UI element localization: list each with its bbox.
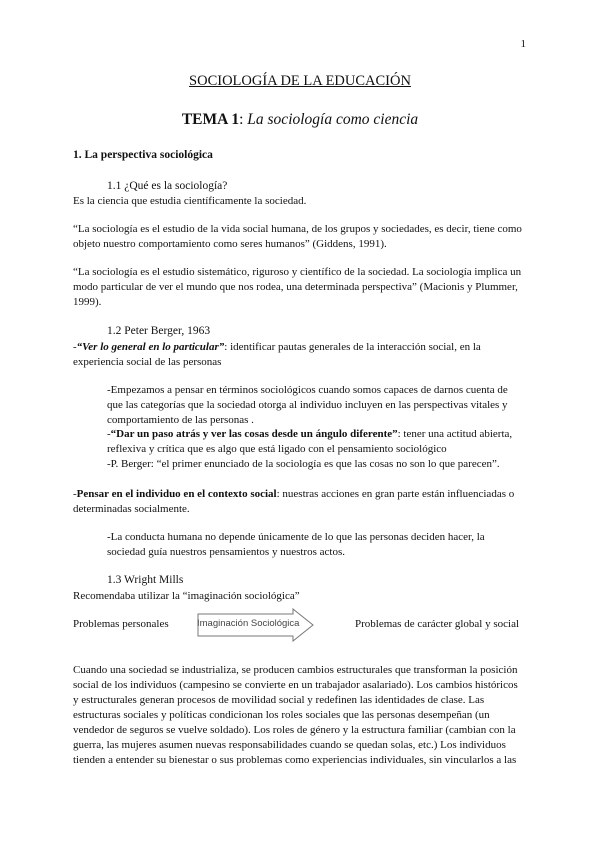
tema-heading (0, 111, 600, 129)
mills-intro: Recomendaba utilizar la “imaginación sociológica” (73, 590, 300, 602)
tema-label: TEMA 1 (181, 111, 240, 128)
paragraph-line: Cuando una sociedad se industrializa, se producen cambios estructurales que transforman la posición (73, 664, 518, 676)
paragraph-line: y estructurales generan procesos de movilidad social y redefinen las identidades de clase. Las (73, 694, 485, 706)
bullet-dash: - (73, 488, 77, 500)
document-title: SOCIOLOGÍA DE LA EDUCACIÓN (189, 73, 411, 89)
bullet-text: : identificar pautas generales de la interacción social, en la (224, 341, 481, 353)
paragraph-line: vendedor de seguros se vuelve soldado). Los roles de género y la estructura familiar (cambian con la (73, 724, 516, 736)
diagram-arrow (197, 608, 315, 642)
tema-separator: : (239, 111, 248, 128)
indented-text-line: sociedad guía nuestros pensamientos y nuestros actos. (107, 546, 345, 558)
subsection-heading-1-3: 1.3 Wright Mills (107, 574, 184, 586)
indented-text-line: -La conducta humana no depende únicamente de lo que las personas deciden hacer, la (107, 531, 485, 543)
quote-macionis-line: “La sociología es el estudio sistemático, riguroso y científico de la sociedad. La sociología implica un (73, 266, 522, 278)
definition-text: Es la ciencia que estudia científicamente la sociedad. (73, 195, 307, 207)
bullet-dash: - (107, 428, 111, 440)
subsection-heading-1-2: 1.2 Peter Berger, 1963 (107, 325, 211, 337)
subsection-heading-1-1: 1.1 ¿Qué es la sociología? (107, 180, 228, 192)
indented-text-line: -Empezamos a pensar en términos sociológicos cuando somos capaces de darnos cuenta de (107, 384, 508, 396)
indented-bullet-paso-atras (107, 427, 512, 442)
section-heading: 1. La perspectiva sociológica (73, 149, 213, 161)
paragraph-line: estructuras sociales y políticas condicionan los roles sociales que las personas desempeñan (un (73, 709, 490, 721)
diagram-right-label: Problemas de carácter global y social (355, 618, 520, 630)
indented-text-line: que las categorías que la sociedad otorga al individuo incluyen en las perspectivas vitales y (107, 399, 508, 411)
bullet-bold-text: Pensar en el individuo en el contexto social (76, 488, 277, 500)
indented-text-line: comportamiento de las personas . (107, 414, 254, 426)
page-number: 1 (520, 38, 526, 50)
paragraph-line: social de los individuos (campesino se convierte en un trabajador asalariado). Los cambios históricos (73, 679, 518, 691)
bullet-continuation: determinadas socialmente. (73, 503, 190, 515)
diagram-left-label: Problemas personales (73, 618, 169, 630)
quote-macionis-line: 1999). (73, 296, 102, 308)
indented-text-line: -P. Berger: “el primer enunciado de la sociología es que las cosas no son lo que parecen”. (107, 458, 500, 470)
bullet-bold-text: “Ver lo general en lo particular” (76, 341, 225, 353)
quote-giddens-line: objeto nuestro comportamiento como seres humanos” (Giddens, 1991). (73, 238, 387, 250)
indented-text-line: reflexiva y crítica que es algo que está ligado con el pensamiento sociológico (107, 443, 447, 455)
quote-giddens-line: “La sociología es el estudio de la vida social humana, de los grupos y sociedades, es decir, tiene como (73, 223, 522, 235)
bullet-pensar-individuo (73, 487, 514, 502)
paragraph-line: tienden a entender su bienestar o sus problemas como experiencias individuales, sin vincularlos a las (73, 754, 517, 766)
paragraph-line: guerra, las mujeres asumen nuevas responsabilidades cuando se quedan solas, etc.) Los individuos (73, 739, 506, 751)
bullet-ver-lo-general (73, 340, 481, 355)
bullet-text: : tener una actitud abierta, (397, 428, 513, 440)
bullet-continuation: experiencia social de las personas (73, 356, 222, 368)
quote-macionis-line: modo particular de ver el mundo que nos rodea, una determinada perspectiva” (Macionis y Plummer, (73, 281, 518, 293)
bullet-text: : nuestras acciones en gran parte están influenciadas o (276, 488, 515, 500)
tema-subtitle: La sociología como ciencia (247, 111, 419, 128)
bullet-dash: - (73, 341, 77, 353)
diagram-middle-label: Imaginación Sociológica (197, 618, 300, 629)
bullet-bold-text: “Dar un paso atrás y ver las cosas desde un ángulo diferente” (110, 428, 398, 440)
imaginacion-diagram (0, 608, 600, 642)
